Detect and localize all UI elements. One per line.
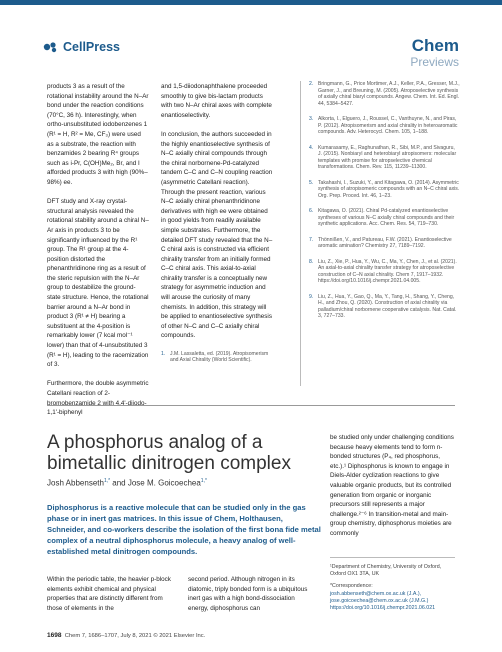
- author-separator: and: [110, 478, 128, 488]
- author-name[interactable]: Josh Abbenseth: [47, 478, 104, 488]
- reference-item: [161, 351, 273, 364]
- reference-number: 2.: [309, 81, 314, 87]
- reference-number: 7.: [309, 236, 314, 243]
- author-name[interactable]: Jose M. Goicoechea: [127, 478, 201, 488]
- affiliation: ¹Department of Chemistry, University of Oxford, Oxford OX1 3TA, UK: [330, 564, 442, 578]
- reference-item[interactable]: [309, 294, 460, 320]
- section-name: Previews: [410, 55, 459, 69]
- reference-number: 9.: [309, 293, 314, 300]
- reference-number: 8.: [309, 258, 314, 265]
- reference-item[interactable]: [309, 116, 460, 136]
- section-divider: [47, 405, 455, 406]
- doi-link[interactable]: https://doi.org/10.1016/j.chempr.2021.06.021: [330, 605, 436, 612]
- citation: Chem 7, 1686–1707, July 8, 2021 © 2021 Elsevier Inc.: [64, 633, 206, 639]
- reference-item[interactable]: [309, 81, 460, 107]
- article-right-column: be studied only under challenging conditions because heavy elements tend to form n-bonded structures (P₄, red phosphorus, etc.).¹ Diphosphorus is known to engage in Diels-Alder cyclization reactions to give valuable organic products, but its controlled generation from organic or inorganic precursors still represents a major challenge.²⁻⁶ In transition-metal and main-group chemistry, diphosphorus moieties are commonly: [330, 434, 454, 537]
- reference-text: Alkorta, I., Elguero, J., Roussel, C., Vanthuyne, N., and Piras, P. (2012). Atropisomerism and axial chirality in heteroaromatic compounds. Adv. Heterocycl. Chem. 105, 1–188.: [318, 116, 458, 135]
- text-column-2: [161, 82, 273, 373]
- top-accent-bar: [0, 0, 502, 5]
- email-link[interactable]: josh.abbenseth@chem.ox.ac.uk (J.A.),: [330, 590, 422, 597]
- paragraph: In conclusion, the authors succeeded in the highly enantioselective synthesis of N–C axially chiral compounds through the chiral norbornene-Pd-catalyzed tandem C–C and C–N coupling reaction (asymmetric Catellani reaction). Through the present reaction, various N–C axially chiral phenanthridinone derivatives with high ee were obtained in good yields from readily available simple substrates. Furthermore, the detailed DFT study revealed that the N–C chiral axis is constructed via efficient chirality transfer from an initially formed C–C chiral axis. This axial-to-axial chirality transfer is a conceptually new strategy for asymmetric induction and will arouse the curiosity of many chemists. In addition, this strategy will be applied to enantioselective synthesis of other N–C and C–C axially chiral compounds.: [161, 130, 273, 340]
- reference-number: 4.: [309, 144, 314, 151]
- cellpress-logo: [43, 40, 120, 54]
- paragraph: and 1,5-diiodonaphthalene proceeded smoothly to give bis-lactam products with two N–Ar chiral axes with complete enantioselectivity.: [161, 83, 272, 119]
- reference-text: Kumarasamy, E., Raghunathan, R., Sibi, M.P., and Sivaguru, J. (2015). Nonbiaryl and heterobiaryl atropisomers: molecular templates with promise for atropselective chemical transformations. Chem. Rev. 115, 11239–11300.: [318, 144, 457, 170]
- reference-item[interactable]: [309, 145, 460, 171]
- author-affiliation-mark: 1,*: [200, 478, 207, 484]
- cellpress-logo-icon: [43, 41, 59, 53]
- email-link[interactable]: jose.goicoechea@chem.ox.ac.uk (J.M.G.): [330, 597, 429, 604]
- reference-item[interactable]: [309, 180, 460, 200]
- reference-text: Liu, Z., Hua, Y., Gao, Q., Ma, Y., Tang, H., Shang, Y., Cheng, H., and Zhou, Q. (2020). Construction of axial chirality via palladium/chiral norbornene cooperative catalysis. Nat. Catal. 3, 727–733.: [318, 293, 457, 319]
- article-footnote: [330, 557, 455, 612]
- reference-number: 1.: [161, 350, 166, 357]
- references-column: [300, 81, 460, 386]
- reference-text: Takahashi, I., Suzuki, Y., and Kitagawa, O. (2014). Asymmetric synthesis of atropisomeric compounds with an N–C chiral axis. Org. Prep. Proced. Int. 46, 1–23.: [318, 179, 460, 199]
- author-affiliation-mark: 1,*: [103, 478, 111, 484]
- reference-text: J.M. Lassaletta, ed. (2019). Atropisomerism and Axial Chirality (World Scientific).: [170, 350, 269, 364]
- journal-name: Chem: [411, 36, 459, 55]
- paragraph: Furthermore, the double asymmetric Catellani reaction of 2-bromobenzamide 2 with 4,4'-diiodo-1,1'-biphenyl: [47, 380, 149, 417]
- paragraph: DFT study and X-ray crystal-structural analysis revealed the rotational stability around a chiral N–Ar axis in products 3 to be significantly influenced by the R¹ group. The R¹ group at the 4-position distorted the phenanthridinone ring as a result of the steric repulsion with the N–Ar group to destabilize the ground-state structure. Hence, the rotational barrier around a N–Ar bond in product 3 (R¹ ≠ H) bearing a substituent at the 4-position is remarkably lower (7 kcal mol⁻¹ lower) than that of 4-unsubstituted 3 (R¹ = H), leading to the racemization of 3.: [47, 198, 149, 369]
- journal-header: [410, 37, 459, 69]
- reference-item[interactable]: [309, 259, 460, 285]
- body-column-2: second period. Although nitrogen in its diatomic, triply bonded form is a ubiquitous inert gas with a high bond-dissociation energy, diphosphorus can: [188, 576, 308, 612]
- article-title: A phosphorus analog of a bimetallic dinitrogen complex: [47, 432, 291, 474]
- reference-number: 5.: [309, 179, 314, 186]
- reference-number: 3.: [309, 116, 314, 122]
- article-abstract: Diphosphorus is a reactive molecule that can be studied only in the gas phase or in inert gas matrices. In this issue of Chem, Holthausen, Schneider, and co-workers describe the isolation of the first bona fide metal complex of a neutral diphosphorus molecule, a heavy analog of well-established metal dinitrogen compounds.: [47, 503, 321, 556]
- reference-text: Kitagawa, O. (2021). Chiral Pd-catalyzed enantioselective syntheses of various N–C axially chiral compounds and their synthetic applications. Acc. Chem. Res. 54, 719–730.: [318, 208, 455, 227]
- reference-text: Thönnißen, V., and Patureau, F.W. (2021). Enantioselective aromatic amination? Chemistry 27, 7189–7192.: [318, 236, 452, 249]
- page-footer: [47, 632, 205, 639]
- paragraph: products 3 as a result of the rotational instability around the N–Ar bond under the reaction conditions (70°C, 36 h). Interestingly, when ortho-unsubstituted iodobenzenes 1 (R¹ = H, R² = Me, CF₃) were used as a substrate, the reaction with benzamides 2 bearing R⁴ groups such as i-Pr, C(OH)Me₂, Br, and I afforded products 3 with high (90%–98%) ee.: [47, 83, 149, 186]
- page-number: 1698: [47, 632, 62, 639]
- reference-item[interactable]: [309, 208, 460, 228]
- reference-number: 6.: [309, 208, 314, 214]
- body-column-1: Within the periodic table, the heavier p-block elements exhibit chemical and physical properties that are distinctly different from those of elements in the: [47, 576, 171, 612]
- text-column-1: [47, 82, 149, 427]
- correspondence-label: *Correspondence:: [330, 583, 373, 590]
- reference-item[interactable]: [309, 237, 460, 250]
- reference-text: Liu, Z., Xie, P., Hua, Y., Wu, C., Ma, Y., Chen, J., et al. (2021). An axial-to-axial chirality transfer strategy for atroposelective construction of C–N axial chirality. Chem 7, 1917–1932. https://doi.org/10.1016/j.chempr.2021.04.005.: [318, 258, 457, 284]
- author-line: [47, 478, 322, 488]
- brand-name: CellPress: [63, 40, 120, 54]
- reference-text: Bringmann, G., Price Mortimer, A.J., Keller, P.A., Gresser, M.J., Garner, J., and Breuning, M. (2005). Atroposelective synthesis of axially chiral biaryl compounds. Angew. Chem. Int. Ed. Engl. 44, 5384–5427.: [318, 81, 460, 107]
